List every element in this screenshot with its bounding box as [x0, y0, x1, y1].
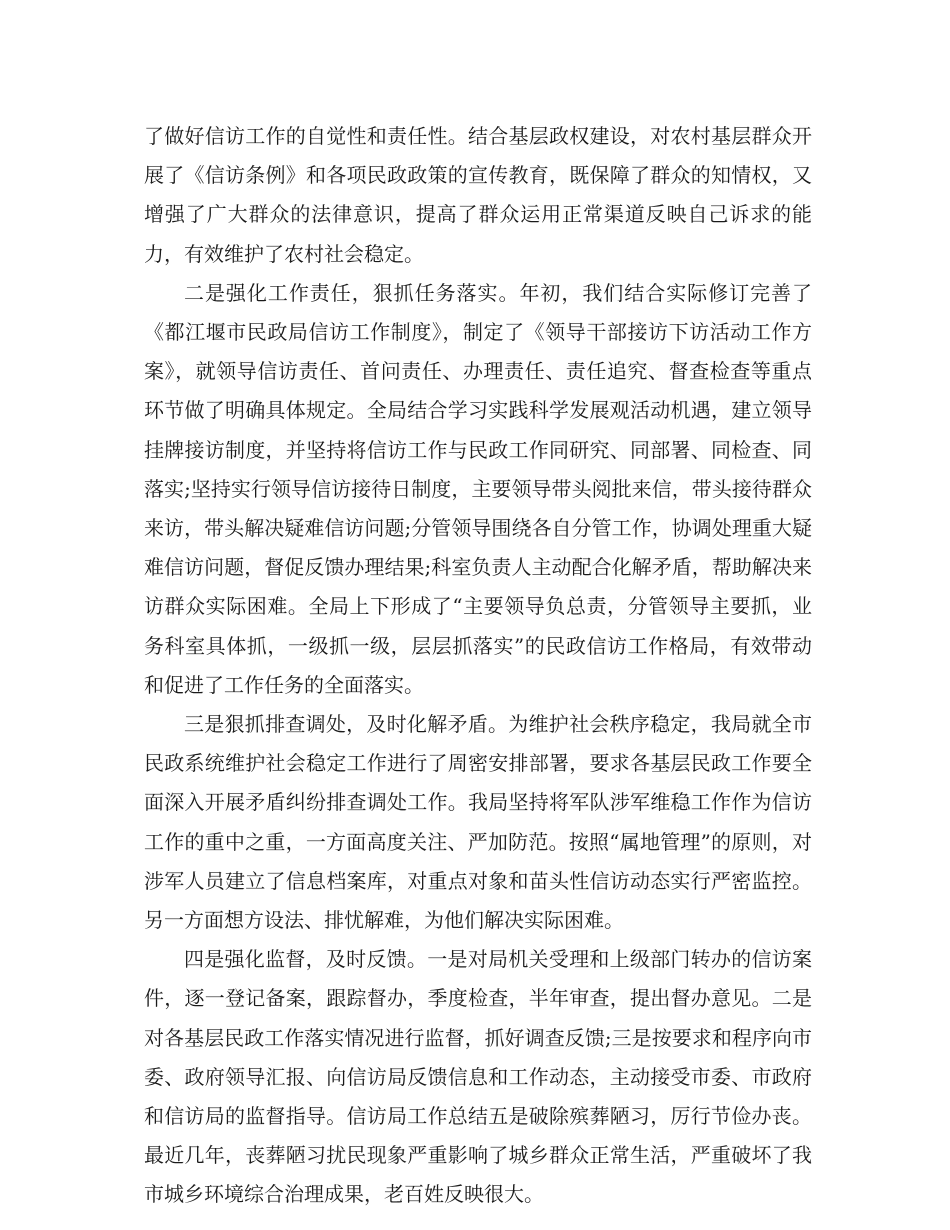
paragraph-3: 三是狠抓排查调处，及时化解矛盾。为维护社会秩序稳定，我局就全市民政系统维护社会稳定工作进行了周密安排部署，要求各基层民政工作要全面深入开展矛盾纠纷排查调处工作。我局坚持将军队涉军维稳工作作为信访工作的重中之重，一方面高度关注、严加防范。按照“属地管理”的原则，对涉军人员建立了信息档案库，对重点对象和苗头性信访动态实行严密监控。另一方面想方设法、排忧解难，为他们解决实际困难。	[144, 712, 812, 933]
document-body	[144, 117, 812, 1215]
paragraph-4: 四是强化监督，及时反馈。一是对局机关受理和上级部门转办的信访案件，逐一登记备案，跟踪督办，季度检查，半年审查，提出督办意见。二是对各基层民政工作落实情况进行监督，抓好调查反馈;三是按要求和程序向市委、政府领导汇报、向信访局反馈信息和工作动态，主动接受市委、市政府和信访局的监督指导。信访局工作总结五是破除殡葬陋习，厉行节俭办丧。最近几年，丧葬陋习扰民现象严重影响了城乡群众正常生活，严重破坏了我市城乡环境综合治理成果，老百姓反映很大。	[144, 947, 812, 1207]
paragraph-1: 了做好信访工作的自觉性和责任性。结合基层政权建设，对农村基层群众开展了《信访条例》和各项民政政策的宣传教育，既保障了群众的知情权，又增强了广大群众的法律意识，提高了群众运用正常渠道反映自己诉求的能力，有效维护了农村社会稳定。	[144, 124, 812, 266]
paragraph-2: 二是强化工作责任，狠抓任务落实。年初，我们结合实际修订完善了《都江堰市民政局信访工作制度》，制定了《领导干部接访下访活动工作方案》，就领导信访责任、首问责任、办理责任、责任追究、督查检查等重点环节做了明确具体规定。全局结合学习实践科学发展观活动机遇，建立领导挂牌接访制度，并坚持将信访工作与民政工作同研究、同部署、同检查、同落实;坚持实行领导信访接待日制度，主要领导带头阅批来信，带头接待群众来访，带头解决疑难信访问题;分管领导围绕各自分管工作，协调处理重大疑难信访问题，督促反馈办理结果;科室负责人主动配合化解矛盾，帮助解决来访群众实际困难。全局上下形成了“主要领导负总责，分管领导主要抓，业务科室具体抓，一级抓一级，层层抓落实”的民政信访工作格局，有效带动和促进了工作任务的全面落实。	[144, 280, 812, 697]
